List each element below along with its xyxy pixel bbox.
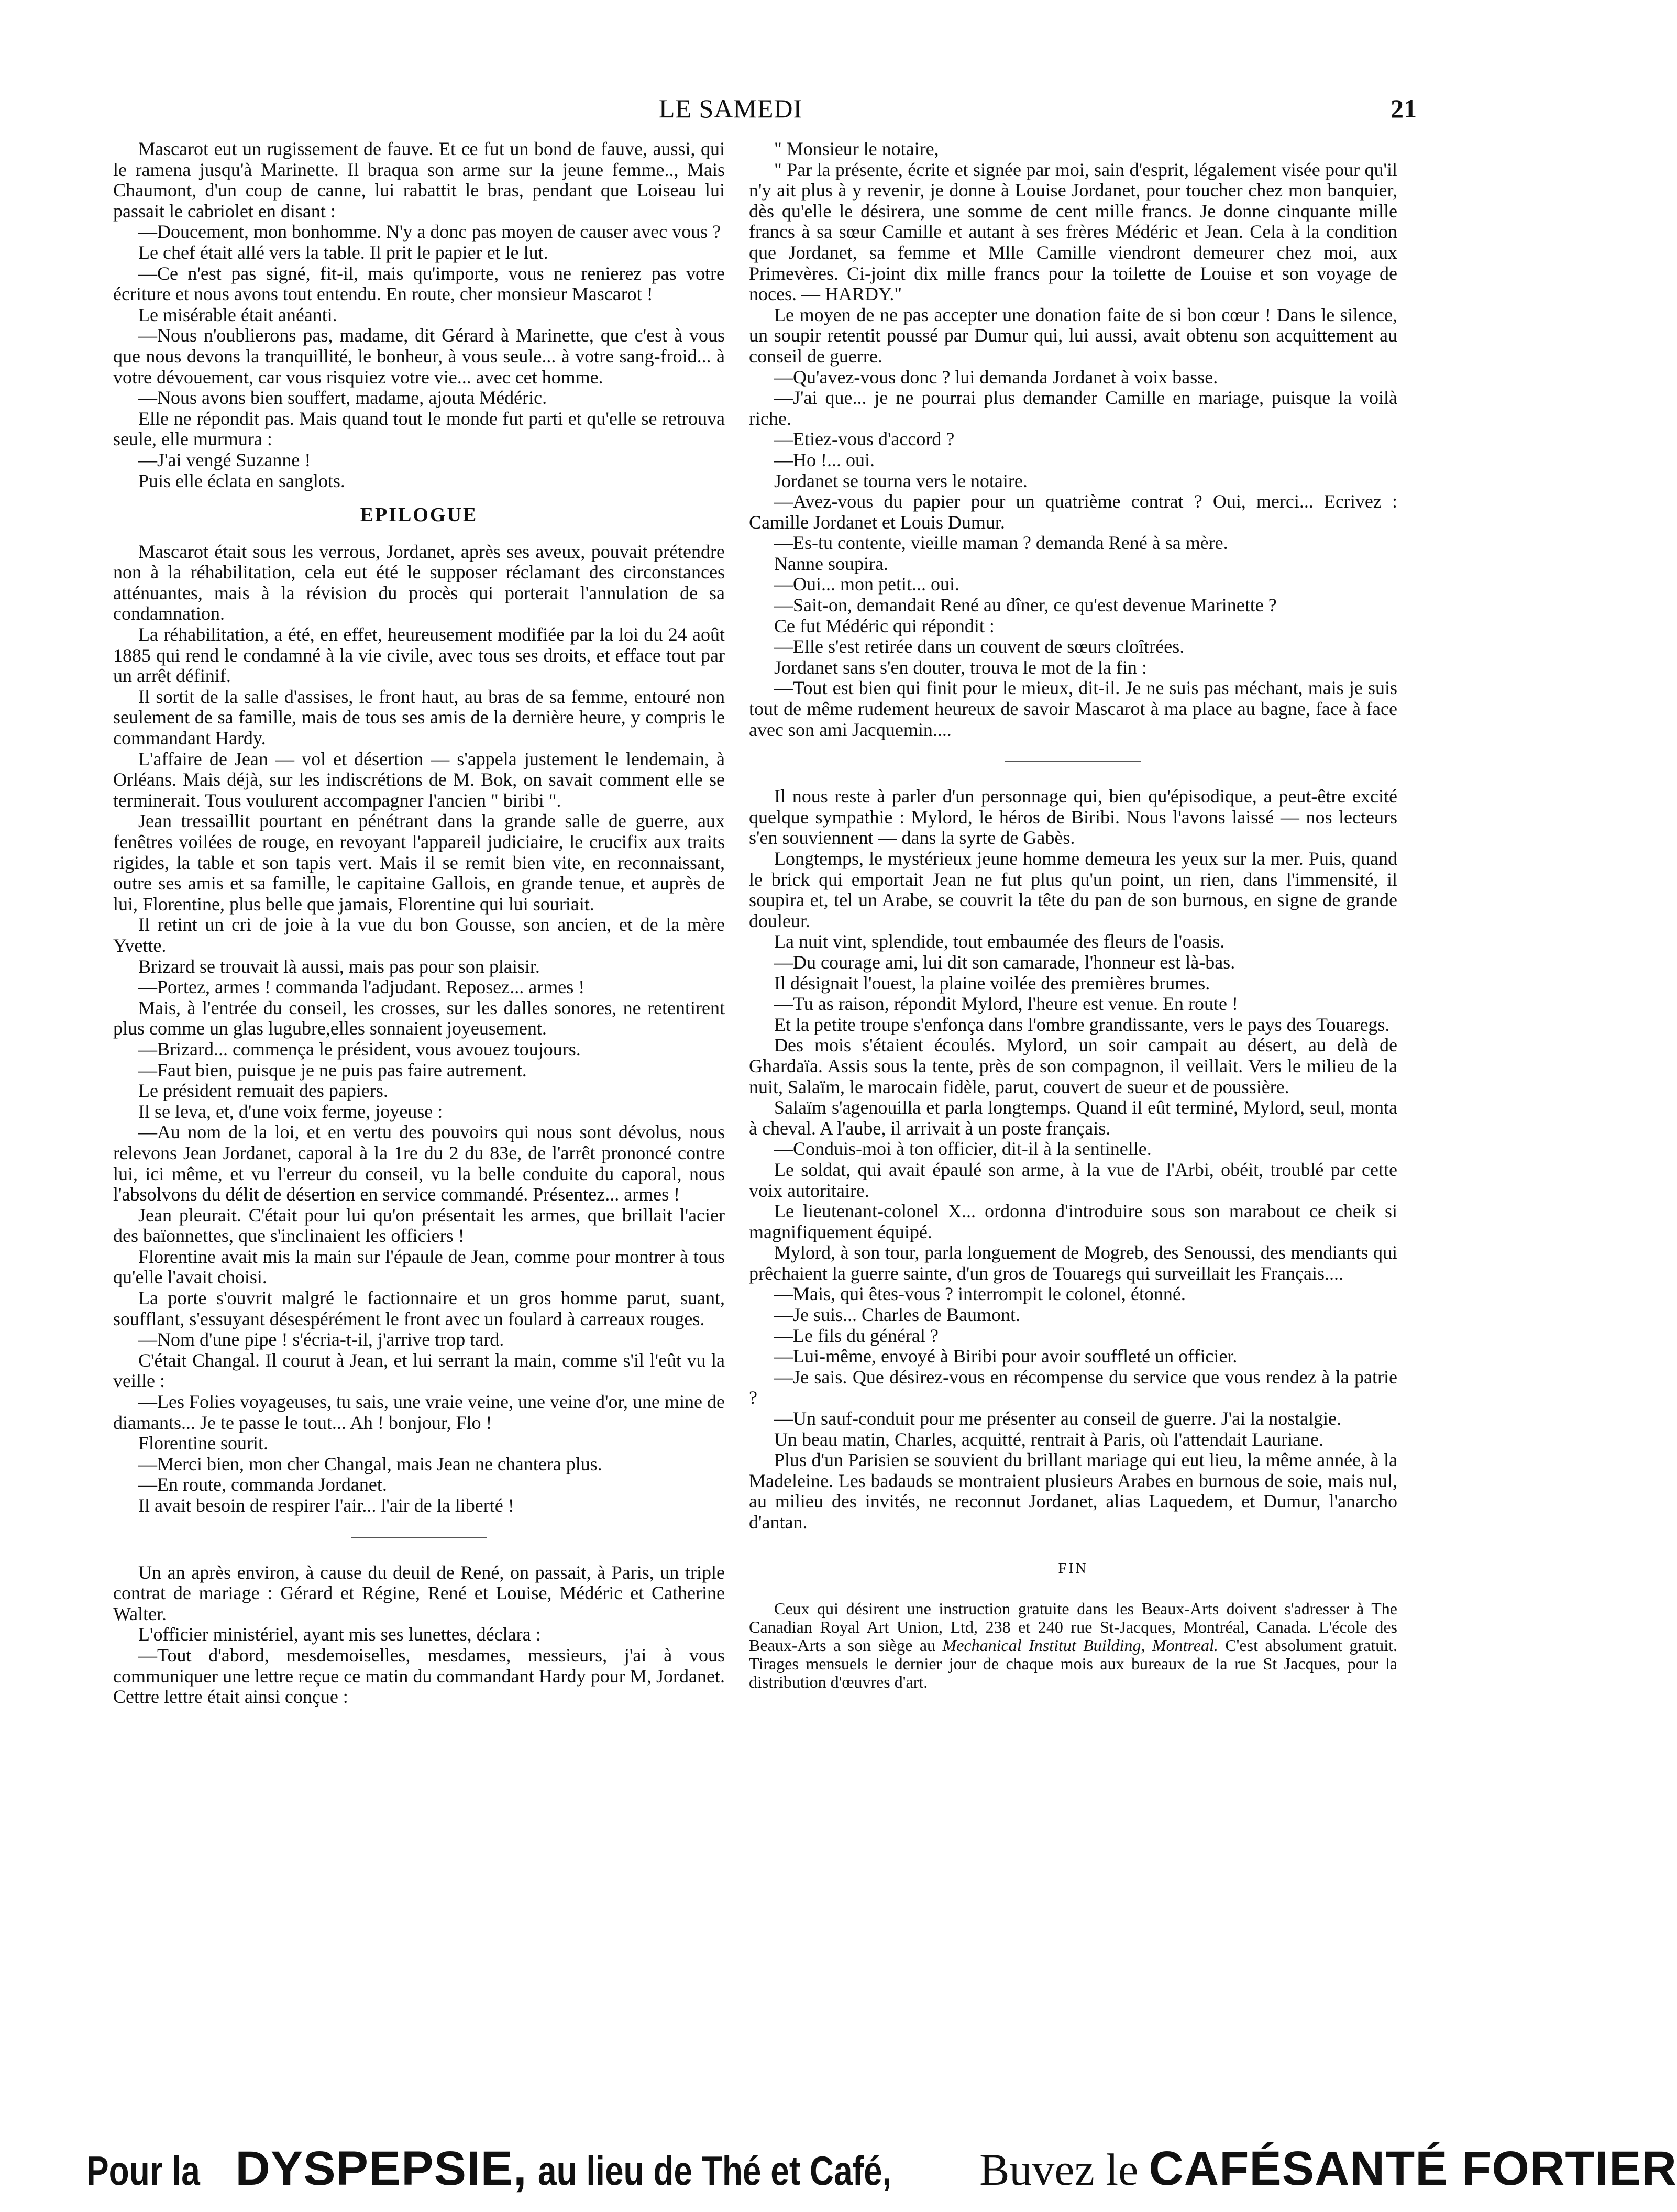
- art-union-notice: [749, 1600, 1397, 1691]
- paragraph: —Brizard... commença le président, vous avouez toujours.: [138, 1038, 581, 1060]
- paragraph: —Elle s'est retirée dans un couvent de sœurs cloîtrées.: [774, 636, 1185, 657]
- ad-brand: CAFÉSANTÉ FORTIER: [1149, 2142, 1677, 2195]
- paragraph: —Merci bien, mon cher Changal, mais Jean ne chantera plus.: [138, 1453, 602, 1474]
- paragraph: Et la petite troupe s'enfonça dans l'ombre grandissante, vers le pays des Touaregs.: [774, 1014, 1390, 1035]
- paragraph: Le lieutenant-colonel X... ordonna d'introduire sous son marabout ce cheik si magnifiquement équipé.: [749, 1201, 1397, 1242]
- notice-building-name: Mechanical Institut Building, Montreal.: [942, 1636, 1218, 1655]
- mylord-text: [749, 786, 1397, 1533]
- paragraph: —Ho !... oui.: [774, 449, 875, 470]
- paragraph: La porte s'ouvrit malgré le factionnaire et un gros homme parut, suant, soufflant, s'essuyant désespérément le front avec un foulard à carreaux rouges.: [113, 1287, 725, 1329]
- paragraph: —Je sais. Que désirez-vous en récompense du service que vous rendez à la patrie ?: [749, 1366, 1397, 1408]
- paragraph: —Au nom de la loi, et en vertu des pouvoirs qui nous sont dévolus, nous relevons Jean Jordanet, caporal à la 1re du 2 du 83e, de l'arrêt prononcé contre lui, ici même, et vu l'erreur du conseil, vu la belle conduite du caporal, nous l'absolvons du délit de désertion en service commandé. Présentez... armes !: [113, 1121, 725, 1205]
- paragraph: —Nous n'oublierons pas, madame, dit Gérard à Marinette, que c'est à vous que nous devons la tranquillité, le bonheur, à vous seule... à votre sang-froid... à votre dévouement, car vous risquiez votre vie... avec cet homme.: [113, 325, 725, 388]
- paragraph: " Monsieur le notaire,: [774, 138, 939, 159]
- paragraph: —Es-tu contente, vieille maman ? demanda René à sa mère.: [774, 532, 1228, 554]
- paragraph: —Oui... mon petit... oui.: [774, 574, 959, 595]
- paragraph: La réhabilitation, a été, en effet, heureusement modifiée par la loi du 24 août 1885 qui rend le condamné à la vie civile, avec tous ses droits, et efface tout par un arrêt définif.: [113, 624, 725, 687]
- paragraph: Ce fut Médéric qui répondit :: [774, 615, 995, 636]
- paragraph: —Un sauf-conduit pour me présenter au conseil de guerre. J'ai la nostalgie.: [774, 1408, 1342, 1429]
- paragraph: —Du courage ami, lui dit son camarade, l'honneur est là-bas.: [774, 951, 1235, 973]
- section-divider: [351, 1537, 487, 1538]
- paragraph: L'officier ministériel, ayant mis ses lunettes, déclara :: [138, 1624, 541, 1645]
- paragraph: Il retint un cri de joie à la vue du bon Gousse, son ancien, et de la mère Yvette.: [113, 914, 725, 956]
- left-column: [113, 139, 725, 1708]
- paragraph: Mais, à l'entrée du conseil, les crosses, sur les dalles sonores, ne retentirent plus comme un glas lugubre,elles sonnaient joyeusement.: [113, 997, 725, 1039]
- paragraph: Un an après environ, à cause du deuil de René, on passait, à Paris, un triple contrat de mariage : Gérard et Régine, René et Louise, Médéric et Catherine Walter.: [113, 1561, 725, 1624]
- paragraph: —Sait-on, demandait René au dîner, ce qu'est devenue Marinette ?: [774, 595, 1277, 616]
- paragraph: —Conduis-moi à ton officier, dit-il à la sentinelle.: [774, 1138, 1152, 1160]
- right-column: [749, 139, 1397, 1691]
- paragraph: Jean tressaillit pourtant en pénétrant dans la grande salle de guerre, aux fenêtres voilées de rouge, en revoyant l'appareil judiciaire, le crucifix aux traits rigides, la table et son tapis vert. Mais il se remit bien vite, en reconnaissant, outre ses amis et sa famille, le capitaine Gallois, en grande tenue, et auprès de lui, Florentine, plus belle que jamais, Florentine qui lui souriait.: [113, 810, 725, 915]
- left-top-text: [113, 139, 725, 491]
- paragraph: Le misérable était anéanti.: [138, 304, 337, 325]
- paragraph: Il avait besoin de respirer l'air... l'air de la liberté !: [138, 1495, 514, 1516]
- paragraph: Le président remuait des papiers.: [138, 1080, 388, 1102]
- paragraph: —Lui-même, envoyé à Biribi pour avoir souffleté un officier.: [774, 1346, 1238, 1367]
- paragraph: —Faut bien, puisque je ne puis pas faire autrement.: [138, 1059, 527, 1081]
- paragraph: —Tout d'abord, mesdemoiselles, mesdames, messieurs, j'ai à vous communiquer une lettre reçue ce matin du commandant Hardy pour M, Jordanet. Cettre lettre était ainsi conçue :: [113, 1644, 725, 1708]
- paragraph: Il nous reste à parler d'un personnage qui, bien qu'épisodique, a peut-être excité quelque sympathie : Mylord, le héros de Biribi. Nous l'avons laissé — nos lecteurs s'en souviennent — dans la syrte de Gabès.: [749, 786, 1397, 849]
- notice-paragraph: [749, 1600, 1397, 1691]
- page-header-title: LE SAMEDI: [658, 94, 803, 123]
- notice-text-1: Ceux qui désirent une instruction gratuite dans les Beaux-Arts doivent s'adresser à The Canadian Royal Art Union, Ltd, 238 et 240 rue St-Jacques, Montréal, Canada. L'école des Beaux-Arts a son siège au: [749, 1599, 1397, 1655]
- paragraph: Mascarot eut un rugissement de fauve. Et ce fut un bond de fauve, aussi, qui le ramena jusqu'à Marinette. Il braqua son arme sur la jeune femme.., Mais Chaumont, d'un coup de canne, lui rabattit le bras, pendant que Loiseau lui passait le cabriolet en disant :: [113, 138, 725, 222]
- paragraph: —Ce n'est pas signé, fit-il, mais qu'importe, vous ne renierez pas votre écriture et nous avons tout entendu. En route, cher monsieur Mascarot !: [113, 262, 725, 305]
- paragraph: Elle ne répondit pas. Mais quand tout le monde fut parti et qu'elle se retrouva seule, elle murmura :: [113, 408, 725, 450]
- section-divider: [1005, 761, 1141, 762]
- paragraph: Il sortit de la salle d'assises, le front haut, au bras de sa femme, entouré non seulement de sa famille, mais de tous ses amis de la dernière heure, y compris le commandant Hardy.: [113, 686, 725, 749]
- paragraph: L'affaire de Jean — vol et désertion — s'appela justement le lendemain, à Orléans. Mais déjà, sur les indiscrétions de M. Bok, on savait comment elle se terminerait. Tous voulurent accompagner l'ancien " biribi ".: [113, 748, 725, 811]
- paragraph: —Tout est bien qui finit pour le mieux, dit-il. Je ne suis pas méchant, mais je suis tout de même rudement heureux de savoir Mascarot à ma place au bagne, face à face avec son ami Jacquemin....: [749, 677, 1397, 740]
- paragraph: —Les Folies voyageuses, tu sais, une vraie veine, une veine d'or, une mine de diamants... Je te passe le tout... Ah ! bonjour, Flo !: [113, 1391, 725, 1433]
- paragraph: Il se leva, et, d'une voix ferme, joyeuse :: [138, 1101, 443, 1122]
- paragraph: Un beau matin, Charles, acquitté, rentrait à Paris, où l'attendait Lauriane.: [774, 1428, 1324, 1450]
- paragraph: Des mois s'étaient écoulés. Mylord, un soir campait au désert, au delà de Ghardaïa. Assis sous la tente, près de son compagnon, il veillait. Vers le milieu de la nuit, Salaïm, le marocain fidèle, parut, couvert de sueur et de poussière.: [749, 1035, 1397, 1097]
- ad-text-1: Pour la: [86, 2148, 200, 2194]
- paragraph: Mascarot était sous les verrous, Jordanet, après ses aveux, pouvait prétendre non à la réhabilitation, cela eut été le supposer réclamant des circonstances atténuantes, mais à la révision du procès qui porterait l'annulation de sa condamnation.: [113, 541, 725, 624]
- paragraph: Brizard se trouvait là aussi, mais pas pour son plaisir.: [138, 955, 540, 977]
- paragraph: Jean pleurait. C'était pour lui qu'on présentait les armes, que brillait l'acier des baïonnettes, que s'inclinaient les officiers !: [113, 1204, 725, 1247]
- contract-text: [113, 1562, 725, 1708]
- ad-text-3: Buvez le: [979, 2144, 1139, 2195]
- paragraph: Le chef était allé vers la table. Il prit le papier et le lut.: [138, 241, 548, 263]
- paragraph: Florentine avait mis la main sur l'épaule de Jean, comme pour montrer à tous qu'elle l'avait choisi.: [113, 1246, 725, 1288]
- paragraph: Jordanet se tourna vers le notaire.: [774, 470, 1028, 491]
- ad-text-2: au lieu de Thé et Café,: [537, 2148, 891, 2194]
- paragraph: —Nom d'une pipe ! s'écria-t-il, j'arrive trop tard.: [138, 1329, 504, 1350]
- paragraph: —En route, commanda Jordanet.: [138, 1474, 387, 1495]
- page-number: 21: [1391, 94, 1417, 123]
- epilogue-text: [113, 542, 725, 1516]
- ad-dyspepsie: DYSPEPSIE,: [235, 2142, 527, 2195]
- paragraph: —Doucement, mon bonhomme. N'y a donc pas moyen de causer avec vous ?: [138, 221, 721, 243]
- paragraph: Longtemps, le mystérieux jeune homme demeura les yeux sur la mer. Puis, quand le brick qui emportait Jean ne fut plus qu'un point, un rien, dans l'immensité, il soupira et, tel un Arabe, se couvrit la tête du pan de son burnous, en signe de grande douleur.: [749, 848, 1397, 931]
- paragraph: " Par la présente, écrite et signée par moi, sain d'esprit, légalement visée pour qu'il n'y ait plus à y revenir, je donne à Louise Jordanet, pour toucher chez mon banquier, dès qu'elle le désirera, une somme de cent mille francs. Je donne cinquante mille francs à sa sœur Camille et autant à ses frères Médéric et Jean. Cela à la condition que Jordanet, sa femme et Mlle Camille viendront demeurer chez moi, aux Primevères. Ci-joint dix mille francs pour la toilette de Louise et son voyage de noces. — HARDY.": [749, 159, 1397, 305]
- paragraph: —Portez, armes ! commanda l'adjudant. Reposez... armes !: [138, 976, 585, 998]
- paragraph: —Tu as raison, répondit Mylord, l'heure est venue. En route !: [774, 993, 1238, 1015]
- letter-text: [749, 139, 1397, 740]
- paragraph: Nanne soupira.: [774, 553, 888, 574]
- paragraph: Le moyen de ne pas accepter une donation faite de si bon cœur ! Dans le silence, un soupir retentit poussé par Dumur qui, lui aussi, avait obtenu son acquittement au conseil de guerre.: [749, 304, 1397, 367]
- paragraph: Plus d'un Parisien se souvient du brillant mariage qui eut lieu, la même année, à la Madeleine. Les badauds se montraient plusieurs Arabes en burnous de soie, mais nul, au milieu des invités, ne reconnut Jordanet, alias Laquedem, et Dumur, l'anarcho d'antan.: [749, 1449, 1397, 1533]
- paragraph: C'était Changal. Il courut à Jean, et lui serrant la main, comme s'il l'eût vu la veille :: [113, 1349, 725, 1392]
- paragraph: Florentine sourit.: [138, 1433, 268, 1454]
- paragraph: —Je suis... Charles de Baumont.: [774, 1304, 1020, 1326]
- paragraph: —Le fils du général ?: [774, 1325, 939, 1346]
- paragraph: —Mais, qui êtes-vous ? interrompit le colonel, étonné.: [774, 1283, 1186, 1305]
- epilogue-heading: EPILOGUE: [360, 504, 478, 526]
- paragraph: —J'ai que... je ne pourrai plus demander Camille en mariage, puisque la voilà riche.: [749, 387, 1397, 429]
- paragraph: La nuit vint, splendide, tout embaumée des fleurs de l'oasis.: [774, 931, 1225, 952]
- paragraph: Puis elle éclata en sanglots.: [138, 470, 345, 491]
- paragraph: —Nous avons bien souffert, madame, ajouta Médéric.: [138, 387, 547, 409]
- fin-marker: FIN: [1058, 1560, 1088, 1577]
- paragraph: Jordanet sans s'en douter, trouva le mot de la fin :: [774, 656, 1147, 678]
- paragraph: Salaïm s'agenouilla et parla longtemps. Quand il eût terminé, Mylord, seul, monta à cheval. A l'aube, il arrivait à un poste français.: [749, 1097, 1397, 1139]
- paragraph: —Qu'avez-vous donc ? lui demanda Jordanet à voix basse.: [774, 366, 1218, 388]
- notice-text-2: C'est absolument gratuit. Tirages mensuels le dernier jour de chaque mois aux bureaux de la rue St Jacques, pour la distribution d'œuvres d'art.: [749, 1636, 1398, 1692]
- paragraph: —Etiez-vous d'accord ?: [774, 428, 955, 450]
- paragraph: —Avez-vous du papier pour un quatrième contrat ? Oui, merci... Ecrivez : Camille Jordanet et Louis Dumur.: [749, 491, 1397, 533]
- paragraph: Le soldat, qui avait épaulé son arme, à la vue de l'Arbi, obéit, troublé par cette voix autoritaire.: [749, 1159, 1397, 1201]
- paragraph: —J'ai vengé Suzanne !: [138, 449, 311, 470]
- paragraph: Il désignait l'ouest, la plaine voilée des premières brumes.: [774, 972, 1210, 994]
- paragraph: Mylord, à son tour, parla longuement de Mogreb, des Senoussi, des mendiants qui prêchaient la guerre sainte, d'un gros de Touaregs qui surveillait les Français....: [749, 1242, 1397, 1284]
- advertisement-banner: [86, 2141, 1677, 2196]
